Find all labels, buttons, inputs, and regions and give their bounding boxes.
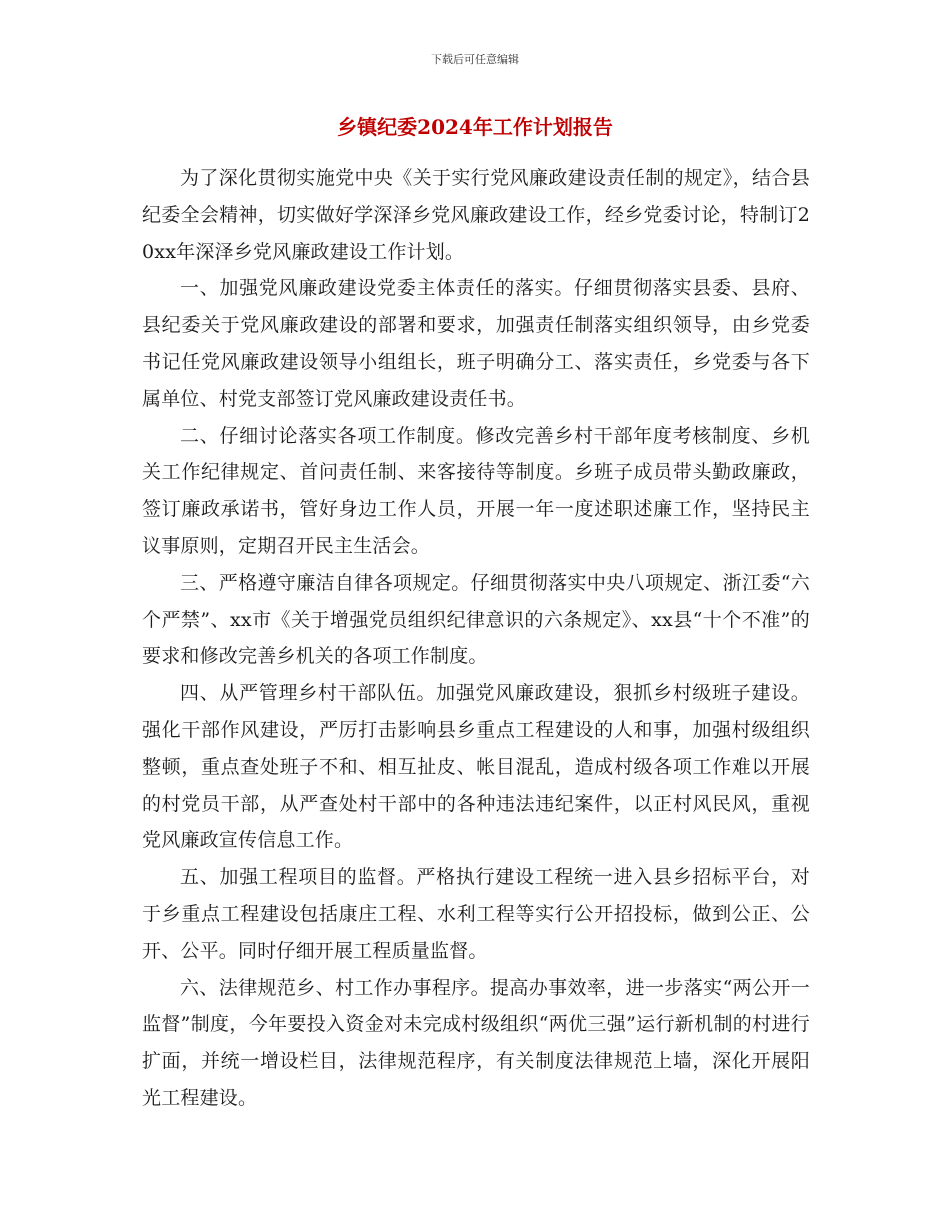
paragraph-section-5: 五、加强工程项目的监督。严格执行建设工程统一进入县乡招标平台，对于乡重点工程建设包括康庄工程、水利工程等实行公开招投标，做到公正、公开、公平。同时仔细开展工程质量监督。: [142, 866, 810, 962]
paragraph-section-1: 一、加强党风廉政建设党委主体责任的落实。仔细贯彻落实县委、县府、县纪委关于党风廉政建设的部署和要求，加强责任制落实组织领导，由乡党委书记任党风廉政建设领导小组组长，班子明确分工、落实责任，乡党委与各下属单位、村党支部签订党风廉政建设责任书。: [142, 277, 810, 410]
page-header-note: 下载后可任意编辑: [431, 53, 519, 66]
paragraph-section-3: 三、严格遵守廉洁自律各项规定。仔细贯彻落实中央八项规定、浙江委“六个严禁”、xx市《关于增强党员组织纪律意识的六条规定》、xx县“十个不准”的要求和修改完善乡机关的各项工作制度。: [142, 571, 810, 668]
paragraph-section-4: 四、从严管理乡村干部队伍。加强党风廉政建设，狠抓乡村级班子建设。强化干部作风建设，严厉打击影响县乡重点工程建设的人和事，加强村级组织整顿，重点查处班子不和、相互扯皮、帐目混乱，造成村级各项工作难以开展的村党员干部，从严查处村干部中的各种违法违纪案件，以正村风民风，重视党风廉政宣传信息工作。: [142, 682, 810, 852]
document-title: 乡镇纪委2024年工作计划报告: [337, 115, 613, 139]
paragraph-section-6: 六、法律规范乡、村工作办事程序。提高办事效率，进一步落实“两公开一监督”制度，今年要投入资金对未完成村级组织“两优三强”运行新机制的村进行扩面，并统一增设栏目，法律规范程序，有关制度法律规范上墙，深化开展阳光工程建设。: [142, 976, 810, 1109]
paragraph-section-2: 二、仔细讨论落实各项工作制度。修改完善乡村干部年度考核制度、乡机关工作纪律规定、首问责任制、来客接待等制度。乡班子成员带头勤政廉政，签订廉政承诺书，管好身边工作人员，开展一年一度述职述廉工作，坚持民主议事原则，定期召开民主生活会。: [142, 424, 810, 557]
paragraph-intro: 为了深化贯彻实施党中央《关于实行党风廉政建设责任制的规定》，结合县纪委全会精神，切实做好学深泽乡党风廉政建设工作，经乡党委讨论，特制订20xx年深泽乡党风廉政建设工作计划。: [142, 167, 810, 263]
document-body: [142, 160, 810, 1117]
